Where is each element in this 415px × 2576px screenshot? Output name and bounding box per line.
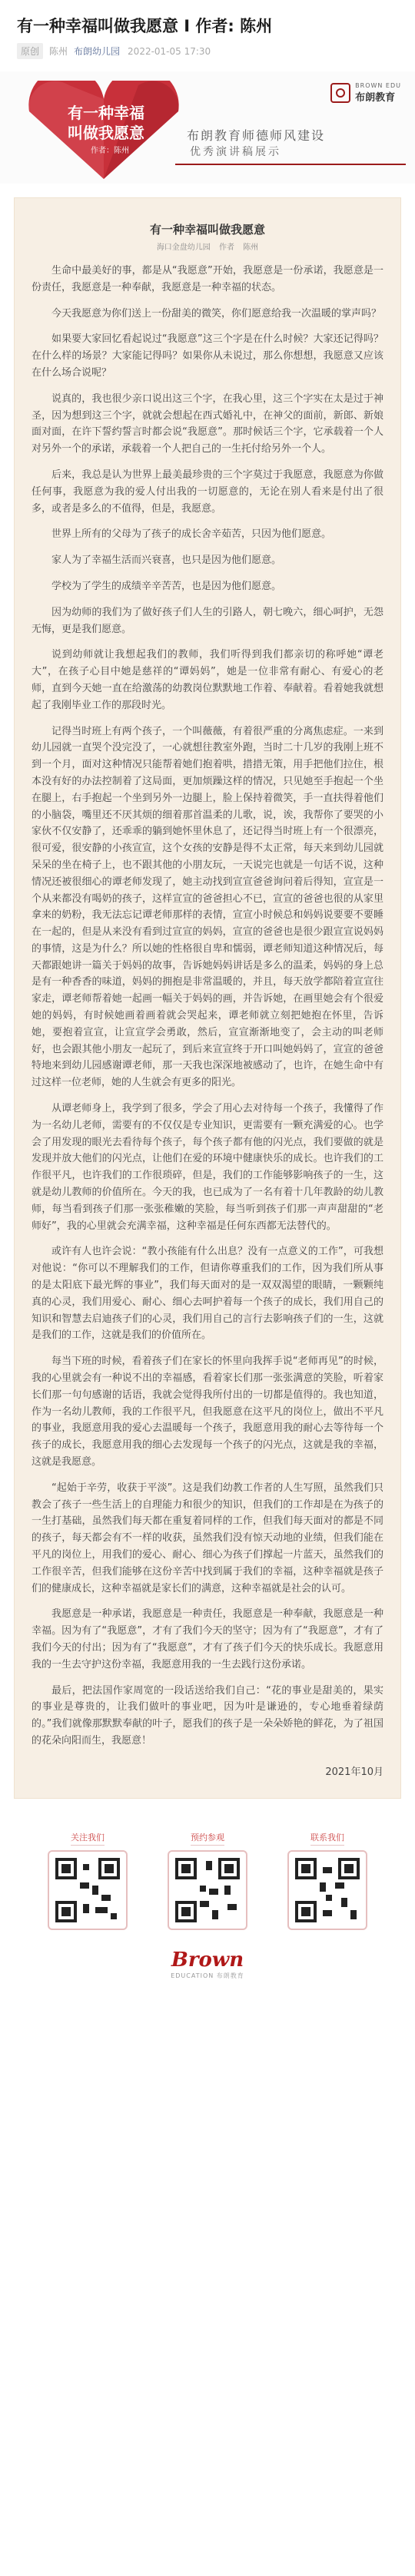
logo-en-text: BROWN EDU (355, 82, 401, 89)
brand-logo (330, 82, 401, 104)
article-title: 有一种幸福叫做我愿意 I 作者: 陈州 (17, 17, 273, 35)
speech-paragraph: 因为幼师的我们为了做好孩子们人生的引路人，朝七晚六，细心呵护，无怨无悔，更是我们愿意。 (32, 606, 383, 635)
speech-paragraph: 记得当时班上有两个孩子，一个叫薇薇，有着很严重的分离焦虑症。一来到幼儿园就一直哭个没完没了，一心就想往教室外跑，当时二十几岁的我刚上班不到一个月，面对这种情况只能帮着她们抱着哄，措措无策，用手把他们拉住，根本没有好的办法控制着了这局面，更加烦躁这样的情况，只见她至手抱起一个坐在腿上，右手抱起一个坐到另外一边腿上，脸上保持着微笑，手一直扶得着他们的小脑袋，嘴里还不厌其烦的细着那首温柔的儿歌，说，诶，我帮你了要哭的小家伙不仅安静了，还乖乖的躺到她怀里休息了，还记得当时班上有一个很漂亮，很可爱，很安静的小孩宣宣，这个女孩的安静是得不太正常，每天来到幼儿园就呆呆的坐在椅子上，也不跟其他的小朋友玩，一天说完也就是一句话不说，这种情况还被很细心的谭老师发现了，她主动找到宣宣爸爸询问着后得知，宣宣是一个从来都没有喝奶的孩子，这样宣宣的爸爸担心不已，宣宣的爸爸也很的从家里拿来的奶粉，我无法忘记谭老师那样的表情，宣宣小时候总和妈妈说要要不要睡在一起的，但是从来没有看到过宣宣的妈妈，宣宣的爸爸也是很少跟宣宣说妈妈的事情，这是为什么？所以她的性格很自卑和懦弱，谭老师知道这种情况后，每天都跟她讲一篇关于妈妈的故事，告诉她妈妈讲话是多么的温柔，妈妈的身上总是有一种香香的味道，妈妈的拥抱是非常温暖的，并且，每天放学都陪着宣宣往家走，谭老师帮着她一起画一幅关于妈妈的画，并告诉她，在画里她会有个很爱她的妈妈，有时候她画着画着就会哭起来，谭老师就立刻把她抱在怀里，告诉她，要抱着宣宣，让宣宣学会勇敢，然后，宣宣渐渐地变了，会主动的叫老师好，也会跟其他小朋友一起玩了，到后来宣宣终于开口叫她妈妈了，宣宣的爸爸特地来到幼儿园感谢谭老师，那一天我也深深地被感动了，也许，在她生命中有过这样一位老师，她的人生就会有更多的阳光。 (32, 725, 383, 1089)
speech-paragraph: 说真的，我也很少亲口说出这三个字，在我心里，这三个字实在太是过于神圣，因为想到这三个字，就就会想起在西式婚礼中，在神父的面前，新郎、新娘面对面，在许下誓约誓言时都会说“我愿意”。那时候话三个字，它承载着一个人对另外一个的承诺，承载着一个人把自己的一生托付给另外一个人。 (32, 392, 383, 455)
qr-code-icon (168, 1850, 247, 1930)
speech-paragraph: 或许有人也许会说：“教小孩能有什么出息？没有一点意义的工作”，可我想对他说：“你可以不理解我们的工作，但请你尊重我们的工作，因为我们所从事的是太阳底下最光辉的事业”，我们每天面对的是一双双渴望的眼睛，一颗颗纯真的心灵，我们用爱心、耐心、细心去呵护着每一个孩子的成长，我们用自己的知识和智慧去启迪孩子们的心灵，我们用自己的言行去影响孩子们的一生，这就是我们的工作，这就是我们的价值所在。 (32, 1246, 383, 1342)
banner-slogan-2: 优秀演讲稿展示 (190, 146, 281, 158)
qr-row (0, 1799, 415, 1930)
article-meta (0, 43, 415, 71)
speech-paragraph: 学校为了学生的成绩辛辛苦苦，也是因为他们愿意。 (51, 580, 282, 592)
original-tag: 原创 (17, 43, 43, 59)
speech-date: 2021年10月 (325, 1766, 383, 1778)
banner-author-note: 作者：陈州 (91, 147, 129, 155)
qr-card[interactable] (42, 1831, 133, 1930)
speech-paragraph: “起始于辛劳，收获于平淡”。这是我们幼教工作者的人生写照，虽然我们只教会了孩子一些生活上的自理能力和很少的知识，但我们的工作却是在为孩子的一生打基础，虽然我们每天都在重复着同样的工作，但我们每天面对的都是不同的孩子，每天都会有不一样的收获，虽然我们没有惊天动地的业绩，但我们能在平凡的岗位上，用我们的爱心、耐心、细心为孩子们撑起一片蓝天，虽然我们的工作很辛苦，但我们能够在这份辛苦中找到属于我们的幸福，这种幸福就是孩子们的健康成长，这种幸福就是家长们的满意，这种幸福就是社会的认可。 (32, 1482, 383, 1594)
banner-headline-1: 有一种幸福 (68, 104, 144, 122)
speech-author: 陈州 (243, 243, 259, 252)
logo-icon (330, 83, 350, 103)
speech-title: 有一种幸福叫做我愿意 (149, 223, 265, 237)
speech-paragraph: 最后，把法国作家周宽的一段话送给我们自己：“花的事业是甜美的，果实的事业是尊贵的，让我们做叶的事业吧，因为叶是谦逊的，专心地垂着绿荫的。”我们就像那默默奉献的叶子，愿我们的孩子是一朵朵娇艳的鲜花，为了祖国的花朵向阳而生，我愿意！ (32, 1684, 383, 1747)
account-link[interactable]: 布朗幼儿园 (74, 46, 121, 57)
footer-brand: Brown (171, 1948, 244, 1972)
footer-brand-sub: EDUCATION 布朗教育 (171, 1972, 244, 1979)
speech-paragraph: 我愿意是一种承诺，我愿意是一种责任，我愿意是一种奉献，我愿意是一种幸福。因为有了“我愿意”，才有了我们今天的坚守；因为有了“我愿意”，才有了我们今天的付出；因为有了“我愿意”，才有了孩子们今天的快乐成长。我愿意用我的一生去守护这份幸福，我愿意用我的一生去践行这份承诺。 (32, 1608, 383, 1670)
speech-paragraph: 家人为了幸福生活而兴衰喜，也只是因为他们愿意。 (51, 555, 282, 567)
banner-divider (175, 164, 406, 165)
speech-paragraph: 生命中最美好的事，都是从“我愿意”开始，我愿意是一份承诺，我愿意是一份责任，我愿意是一种奉献，我愿意是一种幸福的状态。 (32, 265, 383, 293)
speech-paragraph: 从谭老师身上，我学到了很多，学会了用心去对待每一个孩子，我懂得了作为一名幼儿老师，需要有的不仅仅是专业知识，更需要有一颗充满爱的心。也学会了用发现的眼光去看待每个孩子，每个孩子都有他的闪光点，我们要做的就是发现并放大他们的闪光点，让他们在爱的环境中健康快乐的成长。也许我们的工作很平凡，也许我们的工作很琐碎，但是，我们的工作能够影响孩子的一生，这就是幼儿教师的价值所在。今天的我，也已成为了一名有着十几年教龄的幼儿教师，每当看到孩子们那一张张稚嫩的笑脸，每当听到孩子们那一声声甜甜的“老师好”，我的心里就会充满幸福，这种幸福是任何东西都无法替代的。 (32, 1103, 383, 1232)
qr-code-icon (48, 1850, 128, 1930)
qr-code-icon (287, 1850, 367, 1930)
speech-paragraph: 如果要大家回忆看起说过“我愿意”这三个字是在什么时候？大家还记得吗？在什么样的场景？大家能记得吗？如果你从未说过，那么你想想，我愿意又应该在什么场合说呢？ (32, 333, 383, 379)
speech-paragraph: 每当下班的时候，看着孩子们在家长的怀里向我挥手说“老师再见”的时候，我的心里就会有一种说不出的幸福感，看着家长们那一张张满意的笑脸，听着家长们那一句句感谢的话语，我就会觉得我所付出的一切都是值得的。我也知道，作为一名幼儿教师，我的工作很平凡，但我愿意在这平凡的岗位上，做出不平凡的事业，我愿意用我的爱心去温暖每一个孩子，我愿意用我的耐心去等待每一个孩子的成长，我愿意用我的细心去发现每一个孩子的闪光点，这就是我的幸福，这就是我愿意。 (32, 1356, 383, 1468)
author-name: 陈州 (49, 46, 68, 57)
speech-paragraph: 说到幼师就让我想起我们的教师，我们听得到我们都亲切的称呼她“谭老大”，在孩子心目中她是慈祥的“谭妈妈”，她是一位非常有耐心、有爱心的老师，直到今天她一直在给激荡的幼教岗位默默地工作着、奉献着。看着她我就想起了我刚毕业工作的那段时光。 (32, 649, 383, 711)
speech-body (32, 263, 383, 1750)
speech-paragraph: 世界上所有的父母为了孩子的成长舍辛茹苦，只因为他们愿意。 (51, 528, 332, 541)
banner-headline-2: 叫做我愿意 (68, 124, 144, 142)
qr-caption: 关注我们 (71, 1831, 105, 1846)
qr-card[interactable] (282, 1831, 373, 1930)
speech-paragraph: 后来，我总是认为世界上最美最珍贵的三个字莫过于我愿意，我愿意为你做任何事，我愿意为我的爱人付出我的一切愿意的，无论在别人看来是付出了很多，或者是多么的不值得，但是，我愿意。 (32, 469, 383, 515)
speech-author-label: 作者 (219, 243, 234, 252)
qr-caption: 预约参观 (191, 1831, 224, 1846)
qr-card[interactable] (162, 1831, 253, 1930)
speech-paper (14, 197, 401, 1799)
logo-cn-text: 布朗教育 (355, 92, 396, 104)
cover-banner (0, 71, 415, 184)
speech-byline (32, 240, 383, 252)
speech-paragraph: 今天我愿意为你们送上一份甜美的微笑，你们愿意给我一次温暖的掌声吗？ (51, 307, 382, 320)
banner-slogan-1: 布朗教育师德师风建设 (187, 128, 326, 143)
speech-school: 海口金盘幼儿园 (156, 243, 211, 252)
qr-caption: 联系我们 (310, 1831, 344, 1846)
footer-logo (0, 1930, 415, 1980)
publish-date: 2022-01-05 17:30 (128, 45, 211, 57)
